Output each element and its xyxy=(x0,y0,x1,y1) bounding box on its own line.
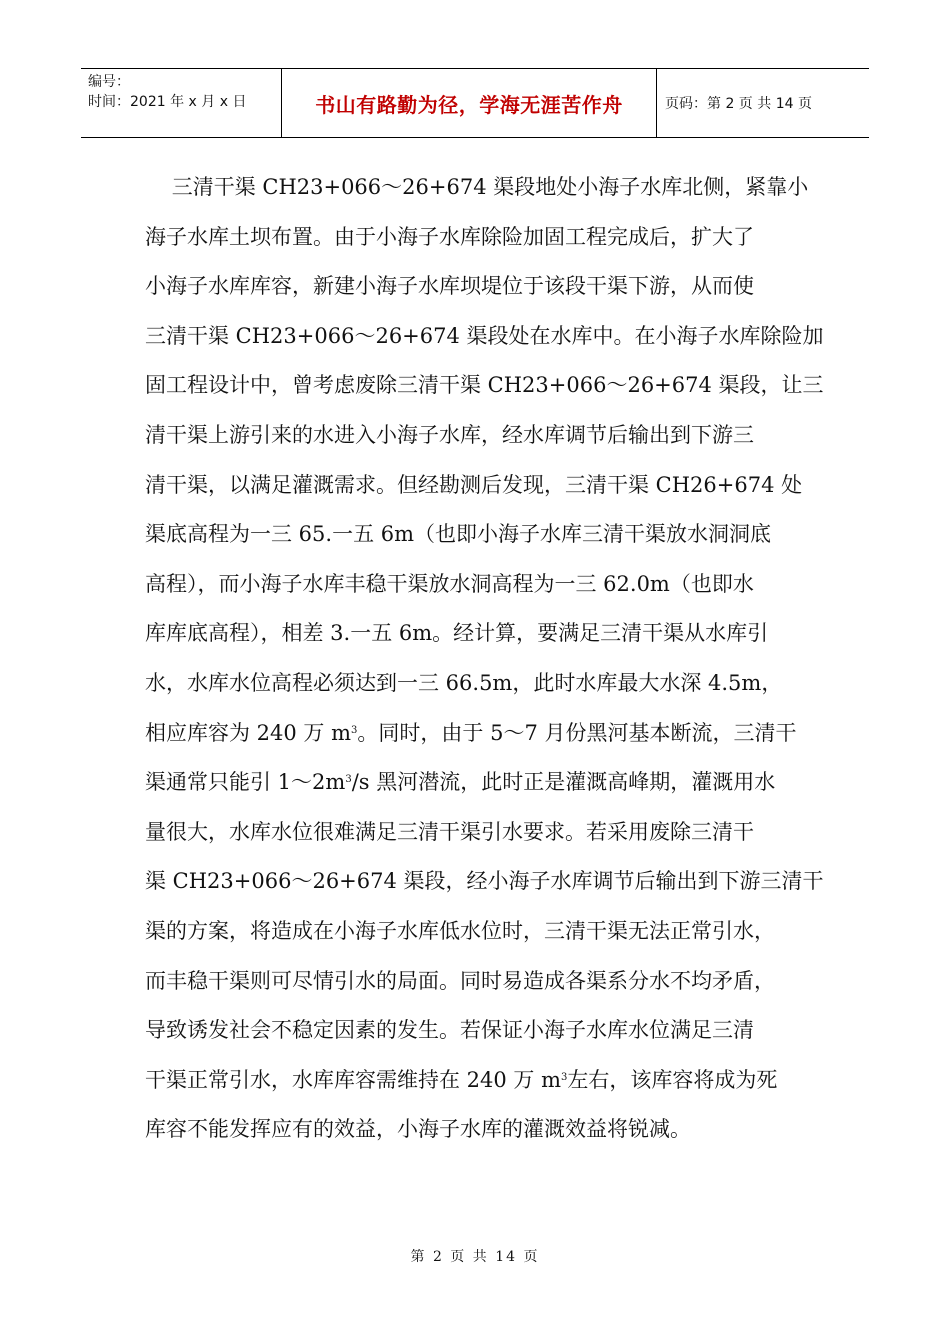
time-label: 时间：2021 年 x 月 x 日 xyxy=(88,94,247,110)
text-line xyxy=(145,758,811,808)
header-meta-cell xyxy=(81,69,282,137)
text-line: 渠的方案，将造成在小海子水库低水位时，三清干渠无法正常引水， xyxy=(145,918,775,943)
text-line: 清干渠，以满足灌溉需求。但经勘测后发现，三清干渠 CH26+674 处 xyxy=(145,472,803,497)
page-header xyxy=(81,68,869,138)
text-line: 库库底高程），相差 3.一五 6m。经计算，要满足三清干渠从水库引 xyxy=(145,621,769,646)
text-fragment: 。同时，由于 5～7 月份黑河基本断流，三清干 xyxy=(357,720,797,745)
number-label: 编号： xyxy=(88,74,130,90)
text-line: 库容不能发挥应有的效益，小海子水库的灌溉效益将锐减。 xyxy=(145,1117,691,1142)
text-line: 小海子水库库容，新建小海子水库坝堤位于该段干渠下游，从而使 xyxy=(145,274,754,299)
footer-page-number: 第 2 页 共 14 页 xyxy=(410,1249,540,1265)
text-line: 海子水库土坝布置。由于小海子水库除险加固工程完成后，扩大了 xyxy=(145,224,754,249)
text-line: 高程），而小海子水库丰稳干渠放水洞高程为一三 62.0m（也即水 xyxy=(145,571,754,596)
superscript: 3 xyxy=(345,774,352,786)
body-paragraph xyxy=(145,163,824,1155)
text-fragment: 渠通常只能引 1～2m xyxy=(145,770,346,795)
text-line: 三清干渠 CH23+066～26+674 渠段处在水库中。在小海子水库除险加 xyxy=(145,323,824,348)
text-line xyxy=(145,709,811,759)
text-line: 渠 CH23+066～26+674 渠段，经小海子水库调节后输出到下游三清干 xyxy=(145,869,824,894)
text-line: 渠底高程为一三 65.一五 6m（也即小海子水库三清干渠放水洞洞底 xyxy=(145,522,772,547)
text-line xyxy=(145,1056,811,1106)
header-motto-cell xyxy=(282,69,657,137)
text-fragment: 干渠正常引水，水库库容需维持在 240 万 m xyxy=(145,1067,562,1092)
text-line: 固工程设计中，曾考虑废除三清干渠 CH23+066～26+674 渠段，让三 xyxy=(145,373,824,398)
text-line: 而丰稳干渠则可尽情引水的局面。同时易造成各渠系分水不均矛盾， xyxy=(145,968,775,993)
superscript: 3 xyxy=(351,724,358,736)
header-page-cell xyxy=(657,69,869,137)
page-info: 页码：第 2 页 共 14 页 xyxy=(665,96,812,112)
text-fragment: 相应库容为 240 万 m xyxy=(145,720,352,745)
superscript: 3 xyxy=(561,1071,568,1083)
text-fragment: 左右，该库容将成为死 xyxy=(567,1067,778,1092)
page-footer xyxy=(0,1246,950,1266)
text-line: 三清干渠 CH23+066～26+674 渠段地处小海子水库北侧，紧靠小 xyxy=(145,175,809,199)
motto-text: 书山有路勤为径，学海无涯苦作舟 xyxy=(315,92,623,117)
text-line: 清干渠上游引来的水进入小海子水库，经水库调节后输出到下游三 xyxy=(145,422,754,447)
text-fragment: /s 黑河潜流，此时正是灌溉高峰期，灌溉用水 xyxy=(351,770,776,795)
text-line: 导致诱发社会不稳定因素的发生。若保证小海子水库水位满足三清 xyxy=(145,1018,754,1043)
text-line: 水，水库水位高程必须达到一三 66.5m，此时水库最大水深 4.5m， xyxy=(145,670,783,695)
text-line: 量很大，水库水位很难满足三清干渠引水要求。若采用废除三清干 xyxy=(145,819,754,844)
